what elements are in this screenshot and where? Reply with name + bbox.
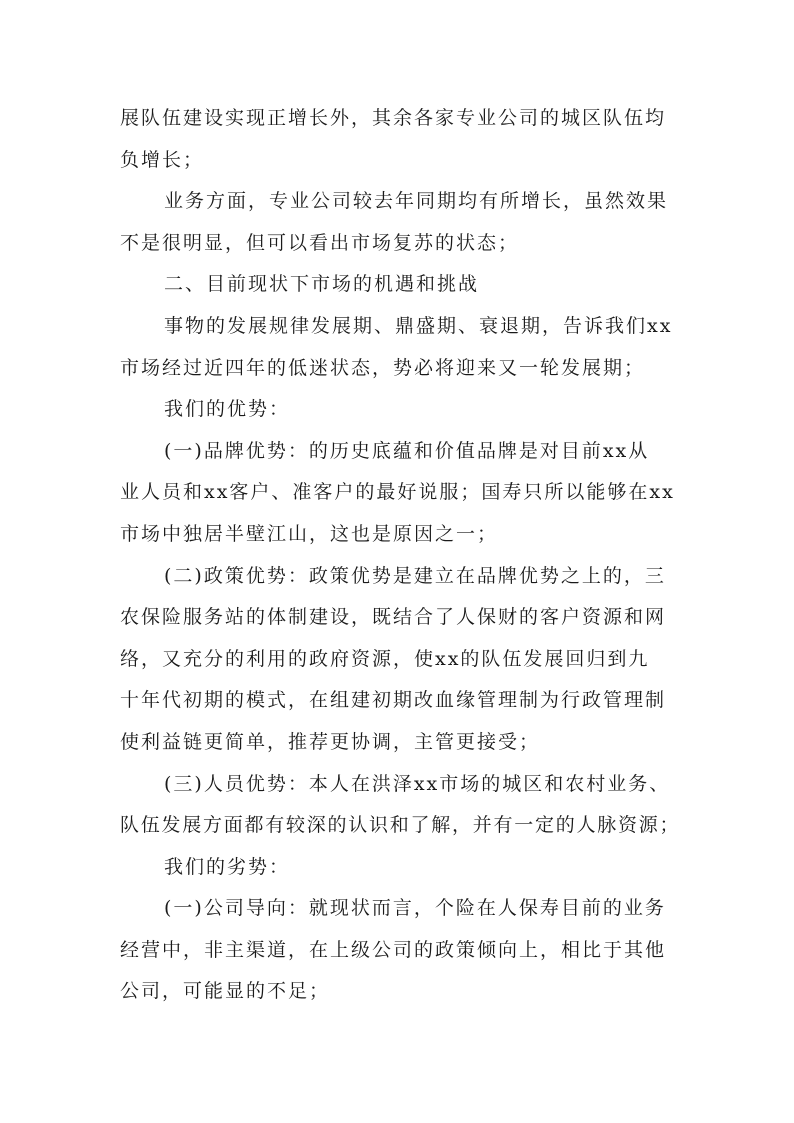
paragraph-line: 市场中独居半壁江山，这也是原因之一；	[120, 522, 499, 545]
subheading-strengths: 我们的优势：	[164, 398, 291, 421]
paragraph-line: 负增长；	[120, 148, 205, 171]
section-heading: 二、目前现状下市场的机遇和挑战	[164, 273, 480, 296]
subheading-weaknesses: 我们的劣势：	[164, 855, 291, 878]
paragraph-line: 络，又充分的利用的政府资源，使xx的队伍发展回归到九	[120, 647, 650, 670]
paragraph-line: 业务方面，专业公司较去年同期均有所增长，虽然效果	[164, 190, 669, 213]
paragraph-line: 事物的发展规律发展期、鼎盛期、衰退期，告诉我们xx	[164, 314, 673, 337]
paragraph-line: 公司，可能显的不足；	[120, 980, 331, 1003]
document-body	[120, 98, 680, 1013]
paragraph-line: 经营中，非主渠道，在上级公司的政策倾向上，相比于其他	[120, 938, 667, 961]
paragraph-line: 展队伍建设实现正增长外，其余各家专业公司的城区队伍均	[120, 107, 667, 129]
paragraph-line: (三)人员优势：本人在洪泽xx市场的城区和农村业务、	[164, 772, 671, 795]
paragraph-line: 十年代初期的模式，在组建初期改血缘管理制为行政管理制	[120, 689, 667, 712]
paragraph-line: 农保险服务站的体制建设，既结合了人保财的客户资源和网	[120, 606, 667, 629]
paragraph-line: 市场经过近四年的低迷状态，势必将迎来又一轮发展期；	[120, 356, 646, 379]
paragraph-line: 使利益链更简单，推荐更协调，主管更接受；	[120, 730, 541, 753]
paragraph-line: 业人员和xx客户、准客户的最好说服；国寿只所以能够在xx	[120, 481, 675, 504]
paragraph-line: 队伍发展方面都有较深的认识和了解，并有一定的人脉资源；	[120, 814, 681, 837]
paragraph-line: 不是很明显，但可以看出市场复苏的状态；	[120, 231, 520, 254]
paragraph-line: (一)公司导向：就现状而言，个险在人保寿目前的业务	[164, 897, 666, 920]
paragraph-line: (二)政策优势：政策优势是建立在品牌优势之上的，三	[164, 564, 666, 587]
paragraph-line: (一)品牌优势：的历史底蕴和价值品牌是对目前xx从	[164, 439, 650, 462]
